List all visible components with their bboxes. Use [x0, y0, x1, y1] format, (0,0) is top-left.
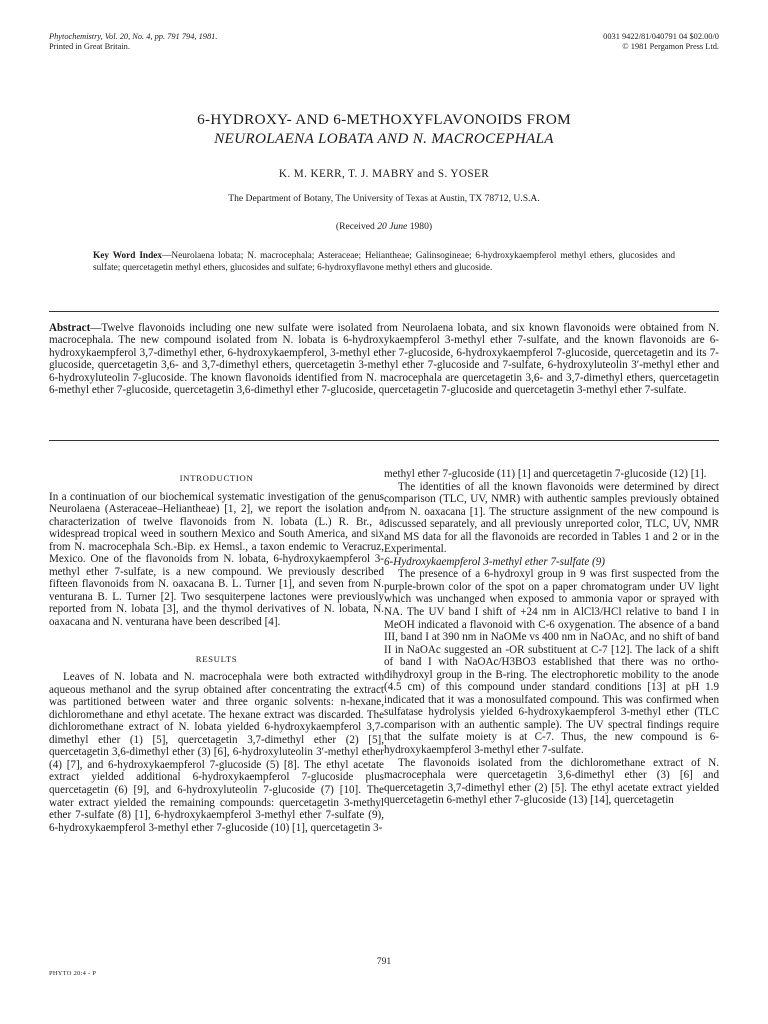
abstract-text: —Twelve flavonoids including one new sulfate were isolated from Neurolaena lobata, and six known flavonoids were obtained from N. macrocephala. The new compound isolated from N. lobata is 6-hydroxykaempferol 3-methyl ether 7-sulfate, and the known flavonoids are 6-hydroxykaempferol 3,7-dimethyl ether, 6-hydroxykaempferol, 3-methyl ether 7-glucoside, 6-hydroxykaempferol 7-glucoside, quercetagetin and its 7-glucoside, quercetagetin 3,6- and 3,7-dimethyl ethers, quercetagetin 3-methyl ether 7-glucoside and 7-sulfate, 6-hydroxyluteolin 3′-methyl ether and 6-hydroxyluteolin 7-glucoside. The known flavonoids identified from N. macrocephala are quercetagetin 3,6- and 3,7-dimethyl ethers, quercetagetin 6-methyl ether 7-glucoside, quercetagetin 3,6-dimethyl ether 7-glucoside, quercetagetin 7-glucoside and quercetagetin 3-methyl ether 7-sulfate. — [49, 322, 719, 397]
right-paragraph-2: The identities of all the known flavonoids were determined by direct comparison (TLC, UV, NMR) with authentic samples previously obtained from N. oaxacana [1]. The structure assignment of the new compound is discussed separately, and all previously unreported color, TLC, UV, NMR and MS data for all the flavonoids are recorded in Tables 1 and 2 or in the Experimental. — [384, 480, 719, 556]
title-line-2: NEUROLAENA LOBATA AND N. MACROCEPHALA — [214, 130, 554, 147]
printed-location: Printed in Great Britain. — [49, 42, 130, 51]
right-column — [384, 468, 719, 807]
divider-bottom — [49, 440, 719, 441]
received-prefix: (Received — [335, 221, 378, 232]
results-heading: RESULTS — [195, 653, 238, 664]
paper-title — [40, 110, 728, 148]
right-paragraph-4: The flavonoids isolated from the dichloromethane extract of N. macrocephala were quercetagetin 3,6-dimethyl ether (3) [6] and quercetagetin 3,7-dimethyl ether (2) [5]. The ethyl acetate extract yielded quercetagetin 6-methyl ether 7-glucoside (13) [14], quercetagetin — [384, 756, 719, 807]
author-list: K. M. KERR, T. J. MABRY and S. YOSER — [278, 168, 490, 180]
right-paragraph-3: The presence of a 6-hydroxyl group in 9 was first suspected from the purple-brown color of the spot on a paper chromatogram under UV light which was unchanged when exposed to ammonia vapor or sprayed with NA. The UV band I shift of +24 nm in AlCl3/HCl relative to band I in MeOH indicated a flavonoid with C-6 oxygenation. The absence of a band III, band I at 390 nm in NaOMe vs 400 nm in NaOAc, and no shift of band II in NaOAc suggested an -OR substituent at C-7 [12]. The lack of a shift of band I with NaOAc/H3BO3 established that there was no ortho-dihydroxyl group in the B-ring. The electrophoretic mobility to the anode (4.5 cm) of this compound under standard conditions [13] at pH 1.9 indicated that it was a monosulfated compound. This was confirmed when sulfatase hydrolysis yielded 6-hydroxykaempferol 3-methyl ether (TLC comparison with an authentic sample). The UV spectral findings require that the sulfate moiety is at C-7. Thus, the new compound is 6-hydroxykaempferol 3-methyl ether 7-sulfate. — [384, 568, 719, 757]
received-suffix: 1980) — [407, 221, 433, 232]
introduction-paragraph: In a continuation of our biochemical systematic investigation of the genus Neurolaena (Asteraceae–Heliantheae) [1, 2], we report the isolation and characterization of twelve flavonoids from N. lobata (L.) R. Br., a widespread tropical weed in southern Mexico and South America, and six from N. macrocephala Sch.-Bip. ex Hemsl., a taxon endemic to Veracruz, Mexico. One of the flavonoids from N. lobata, 6-hydroxykaempferol 3-methyl ether 7-sulfate, is a new compound. We previously described fifteen flavonoids from N. oaxacana B. L. Turner [1], and seven from N. venturana B. L. Turner [2]. Two sesquiterpene lactones were previously reported from N. lobata [3], and the thymol derivatives of N. lobata, N. oaxacana and N. venturana have been described [4]. — [49, 490, 384, 629]
introduction-heading: INTRODUCTION — [179, 473, 254, 483]
journal-citation: Phytochemistry, Vol. 20, No. 4, pp. 791 794, 1981. — [49, 32, 218, 41]
journal-header — [49, 32, 217, 52]
received-day-month: 20 June — [377, 221, 408, 232]
copyright-notice: © 1981 Pergamon Press Ltd. — [622, 42, 719, 51]
compound-subheading: 6-Hydroxykaempferol 3-methyl ether 7-sulfate (9) — [384, 555, 605, 568]
key-word-label: Key Word Index — [93, 251, 163, 261]
page-number: 791 — [376, 956, 392, 967]
page-footer-code: PHYTO 20:4 - P — [49, 970, 97, 977]
publisher-header — [603, 32, 719, 52]
divider-top — [49, 311, 719, 312]
key-word-text: —Neurolaena lobata; N. macrocephala; Asteraceae; Heliantheae; Galinsogineae; 6-hydroxykaempferol methyl ethers, glucosides and sulfate; quercetagetin methyl ethers, glucosides and sulfate; 6-hydroxyflavone methyl ethers and glucoside. — [93, 251, 675, 273]
article-code: 0031 9422/81/040791 04 $02.00/0 — [603, 32, 719, 41]
right-paragraph-1: methyl ether 7-glucoside (11) [1] and quercetagetin 7-glucoside (12) [1]. — [384, 468, 707, 480]
affiliation: The Department of Botany, The University of Texas at Austin, TX 78712, U.S.A. — [228, 193, 540, 204]
received-date — [40, 221, 728, 232]
title-line-1: 6-HYDROXY- AND 6-METHOXYFLAVONOIDS FROM — [197, 111, 571, 128]
abstract — [49, 322, 719, 396]
abstract-label: Abstract — [49, 322, 91, 334]
left-column — [49, 468, 384, 834]
key-word-index — [93, 250, 675, 274]
results-paragraph: Leaves of N. lobata and N. macrocephala were both extracted with aqueous methanol and the syrup obtained after concentrating the extract was partitioned between water and three organic solvents: n-hexane, dichloromethane and ethyl acetate. The hexane extract was discarded. The dichloromethane extract of N. lobata yielded 6-hydroxykaempferol 3,7-dimethyl ether (1) [5], quercetagetin 3,7-dimethyl ether (2) [5], quercetagetin 3,6-dimethyl ether (3) [6], 6-hydroxyluteolin 3′-methyl ether (4) [7], and 6-hydroxykaempferol 7-glucoside (5) [8]. The ethyl acetate extract yielded additional 6-hydroxykaempferol 7-glucoside plus quercetagetin (6) [9], and 6-hydroxyluteolin 7-glucoside (7) [10]. The water extract yielded the remaining compounds: quercetagetin 3-methyl ether 7-sulfate (8) [1], 6-hydroxykaempferol 3-methyl ether 7-sulfate (9), 6-hydroxykaempferol 3-methyl ether 7-glucoside (10) [1], quercetagetin 3- — [49, 671, 384, 834]
